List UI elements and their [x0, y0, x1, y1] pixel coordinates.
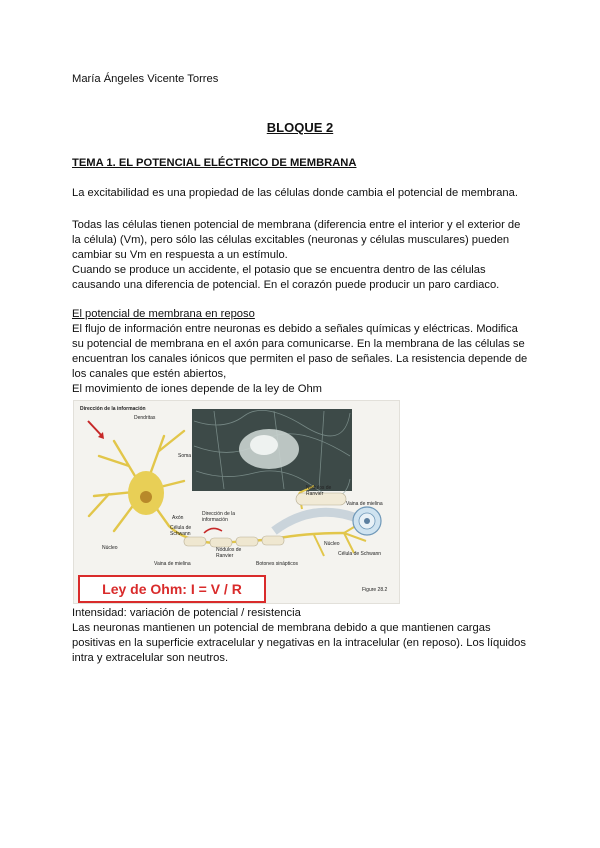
paragraph-information-flow: [72, 322, 532, 397]
figure-label-celula-schwann: Célula de Schwann: [170, 525, 192, 537]
subheading-resting-potential: El potencial de membrana en reposo: [72, 308, 255, 320]
figure-label-vaina-mielina: Vaina de mielina: [154, 561, 191, 567]
paragraph-membrane-potential: Todas las células tienen potencial de membrana (diferencia entre el interior y el exterior de la célula) (Vm), pero sólo las células excitables (neuronas y células musculares) pueden cambiar su Vm en respuesta a un estímulo.: [72, 219, 521, 261]
figure-label-axon: Axón: [172, 515, 184, 521]
neuron-figure: [73, 400, 400, 604]
paragraph-ohm-intro: El movimiento de iones depende de la ley de Ohm: [72, 383, 323, 395]
figure-label-nucleo-2: Núcleo: [324, 541, 340, 547]
block-title: BLOQUE 2: [266, 120, 334, 135]
paragraph-accident: Cuando se produce un accidente, el potasio que se encuentra dentro de las células causando una diferencia de potencial. En el corazón puede producir un paro cardiaco.: [72, 264, 500, 291]
figure-label-direccion-info: Dirección de la información: [202, 511, 236, 523]
figure-label-botones: Botones sinápticos: [256, 561, 298, 567]
figure-label-nodulos-ranvier-2: Nódulos de Ranvier: [306, 485, 332, 497]
figure-label-nodulos-ranvier: Nódulos de Ranvier: [216, 547, 242, 559]
ohm-law-box: Ley de Ohm: I = V / R: [78, 575, 266, 603]
topic-heading: TEMA 1. EL POTENCIAL ELÉCTRICO DE MEMBRANA: [72, 157, 357, 169]
figure-number: Figure 28.2: [362, 587, 388, 593]
paragraph-information-flow-text: El flujo de información entre neuronas es debido a señales químicas y eléctricas. Modifica su potencial de membrana en el axón para comunicarse. En la membrana de las células se encuentran los canales iónicos que permiten el paso de señales. La resistencia depende de los canales que estén abiertos,: [72, 323, 528, 380]
figure-label-celula-schwann-2: Célula de Schwann: [338, 551, 382, 557]
figure-label-soma: Soma: [178, 453, 192, 459]
figure-label-nucleo: Núcleo: [102, 545, 118, 551]
figure-label-vaina-mielina-2: Vaina de mielina: [346, 501, 383, 507]
paragraph-neurons-charges: Las neuronas mantienen un potencial de membrana debido a que mantienen cargas positivas en la superficie extracelular y negativas en la intracelular (en reposo). Los líquidos intra y extracelular son neutros.: [72, 622, 526, 664]
author-name: María Ángeles Vicente Torres: [72, 73, 219, 85]
nucleus-shape: [140, 491, 152, 503]
figure-label-direction: Dirección de la información: [80, 406, 146, 412]
paragraph-intensity: Intensidad: variación de potencial / resistencia: [72, 607, 301, 619]
figure-label-dendritas: Dendritas: [134, 415, 156, 421]
intro-paragraph: La excitabilidad es una propiedad de las células donde cambia el potencial de membrana.: [72, 187, 518, 199]
